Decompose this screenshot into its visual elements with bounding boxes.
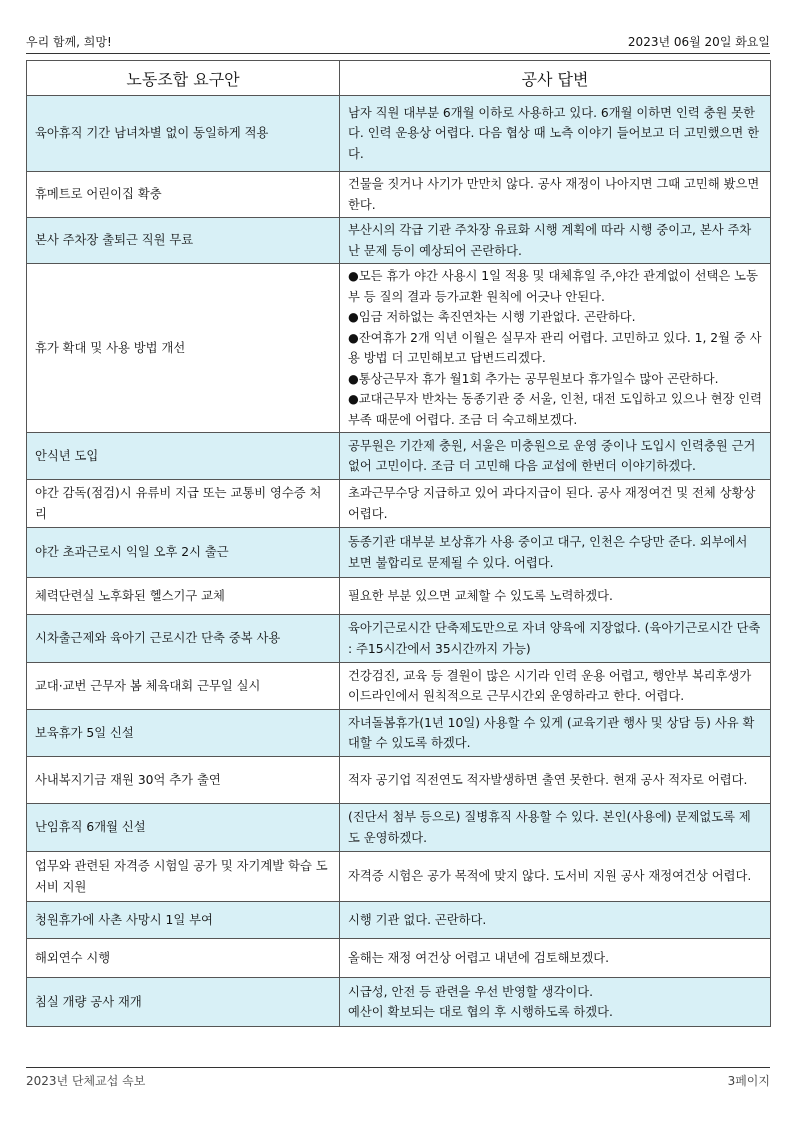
- table-row: [27, 902, 771, 939]
- demand-cell: 야간 감독(점검)시 유류비 지급 또는 교통비 영수증 처리: [27, 480, 340, 528]
- answer-line: 초과근무수당 지급하고 있어 과다지급이 된다. 공사 재정여건 및 전체 상황상 어렵다.: [348, 486, 756, 521]
- answer-cell: [340, 528, 771, 578]
- answer-line: 자격증 시험은 공가 목적에 맞지 않다. 도서비 지원 공사 재정여건상 어렵다.: [348, 869, 752, 884]
- answer-cell: [340, 96, 771, 172]
- demand-cell: 안식년 도입: [27, 433, 340, 480]
- table-row: [27, 663, 771, 710]
- answer-line: 공무원은 기간제 충원, 서울은 미충원으로 운영 중이나 도입시 인력충원 근거없어 고민이다. 조금 더 고민해 다음 교섭에 한번더 이야기하겠다.: [348, 438, 756, 473]
- answer-line: 동종기관 대부분 보상휴가 사용 중이고 대구, 인천은 수당만 준다. 외부에서 보면 불합리로 문제될 수 있다. 어렵다.: [348, 535, 748, 570]
- answer-cell: [340, 615, 771, 663]
- answer-line: ●임금 저하없는 촉진연차는 시행 기관없다. 곤란하다.: [348, 310, 636, 324]
- table-row: [27, 96, 771, 172]
- demand-cell: 체력단련실 노후화된 헬스기구 교체: [27, 578, 340, 615]
- table-row: [27, 218, 771, 264]
- answer-line: 적자 공기업 직전연도 적자발생하면 출연 못한다. 현재 공사 적자로 어렵다.: [348, 772, 748, 787]
- answer-cell: [340, 757, 771, 804]
- demand-cell: 해외연수 시행: [27, 939, 340, 978]
- answer-cell: [340, 218, 771, 264]
- answer-line: 예산이 확보되는 대로 협의 후 시행하도록 하겠다.: [348, 1005, 613, 1019]
- demand-cell: 난임휴직 6개월 신설: [27, 804, 340, 852]
- demand-cell: 청원휴가에 사촌 사망시 1일 부여: [27, 902, 340, 939]
- answer-line: 육아기근로시간 단축제도만으로 자녀 양육에 지장없다. (육아기근로시간 단축 : 주15시간에서 35시간까지 가능): [348, 621, 761, 656]
- answer-line: ●모든 휴가 야간 사용시 1일 적용 및 대체휴일 주,야간 관계없이 선택은 노동부 등 질의 결과 등가교환 원칙에 어긋나 안된다.: [348, 269, 758, 304]
- table-row: [27, 615, 771, 663]
- table-row: [27, 528, 771, 578]
- table-row: [27, 939, 771, 978]
- table-row: [27, 757, 771, 804]
- answer-cell: [340, 804, 771, 852]
- negotiation-table: [26, 60, 771, 1027]
- answer-cell: [340, 710, 771, 757]
- demand-cell: 업무와 관련된 자격증 시험일 공가 및 자기계발 학습 도서비 지원: [27, 852, 340, 902]
- demand-cell: 사내복지기금 재원 30억 추가 출연: [27, 757, 340, 804]
- demand-cell: 침실 개량 공사 재개: [27, 978, 340, 1027]
- answer-cell: [340, 172, 771, 218]
- demand-cell: 휴메트로 어린이집 확충: [27, 172, 340, 218]
- answer-cell: [340, 433, 771, 480]
- table-body: [27, 96, 771, 1027]
- table-row: [27, 710, 771, 757]
- demand-cell: 시차출근제와 육아기 근로시간 단축 중복 사용: [27, 615, 340, 663]
- demand-cell: 보육휴가 5일 신설: [27, 710, 340, 757]
- answer-line: 시급성, 안전 등 관련을 우선 반영할 생각이다.: [348, 984, 594, 999]
- demand-cell: 본사 주차장 출퇴근 직원 무료: [27, 218, 340, 264]
- table-row: [27, 264, 771, 433]
- table-row: [27, 804, 771, 852]
- col-header-answer: 공사 답변: [340, 61, 771, 96]
- header-slogan: 우리 함께, 희망!: [26, 34, 112, 49]
- answer-line: 남자 직원 대부분 6개월 이하로 사용하고 있다. 6개월 이하면 인력 충원 못한다. 인력 운용상 어렵다. 다음 협상 때 노측 이야기 들어보고 더 고민했으면 한다.: [348, 105, 760, 161]
- page-header: [26, 29, 770, 54]
- answer-cell: [340, 902, 771, 939]
- demand-cell: 야간 초과근로시 익일 오후 2시 출근: [27, 528, 340, 578]
- table-row: [27, 172, 771, 218]
- answer-line: 시행 기관 없다. 곤란하다.: [348, 912, 487, 927]
- answer-cell: [340, 264, 771, 433]
- demand-cell: 육아휴직 기간 남녀차별 없이 동일하게 적용: [27, 96, 340, 172]
- table-row: [27, 578, 771, 615]
- header-date: 2023년 06월 20일 화요일: [627, 34, 770, 49]
- answer-line: ●교대근무자 반차는 동종기관 중 서울, 인천, 대전 도입하고 있으나 현장 인력 부족 때문에 어렵다. 조금 더 숙고해보겠다.: [348, 392, 763, 427]
- answer-line: 부산시의 각급 기관 주차장 유료화 시행 계획에 따라 시행 중이고, 본사 주차난 문제 등이 예상되어 곤란하다.: [348, 223, 752, 258]
- answer-line: ●통상근무자 휴가 월1회 추가는 공무원보다 휴가일수 많아 곤란하다.: [348, 371, 719, 386]
- answer-cell: [340, 939, 771, 978]
- answer-line: 건물을 짓거나 사기가 만만치 않다. 공사 재정이 나아지면 그때 고민해 봤으면 한다.: [348, 177, 760, 212]
- answer-line: 건강검진, 교육 등 결원이 많은 시기라 인력 운용 어렵고, 행안부 복리후생가이드라인에서 원칙적으로 근무시간외 운영하라고 한다. 어렵다.: [348, 668, 752, 703]
- demand-cell: 휴가 확대 및 사용 방법 개선: [27, 264, 340, 433]
- answer-line: 필요한 부분 있으면 교체할 수 있도록 노력하겠다.: [348, 588, 613, 603]
- answer-cell: [340, 480, 771, 528]
- table-row: [27, 852, 771, 902]
- answer-cell: [340, 852, 771, 902]
- answer-line: 올해는 재정 여건상 어렵고 내년에 검토해보겠다.: [348, 950, 610, 965]
- answer-line: 자녀돌봄휴가(1년 10일) 사용할 수 있게 (교육기관 행사 및 상담 등) 사유 확대할 수 있도록 하겠다.: [348, 715, 755, 750]
- answer-line: (진단서 첨부 등으로) 질병휴직 사용할 수 있다. 본인(사용에) 문제없도록 제도 운영하겠다.: [348, 810, 751, 845]
- page-footer: [26, 1067, 770, 1092]
- answer-cell: [340, 663, 771, 710]
- answer-line: ●잔여휴가 2개 익년 이월은 실무자 관리 어렵다. 고민하고 있다. 1, 2월 중 사용 방법 더 고민해보고 답변드리겠다.: [348, 330, 762, 365]
- table-row: [27, 480, 771, 528]
- demand-cell: 교대·교번 근무자 봄 체육대회 근무일 실시: [27, 663, 340, 710]
- footer-title: 2023년 단체교섭 속보: [26, 1073, 146, 1088]
- table-row: [27, 978, 771, 1027]
- table-row: [27, 433, 771, 480]
- answer-cell: [340, 978, 771, 1027]
- answer-cell: [340, 578, 771, 615]
- table-header-row: [27, 61, 771, 96]
- col-header-demand: 노동조합 요구안: [27, 61, 340, 96]
- page-number: 3페이지: [727, 1073, 770, 1088]
